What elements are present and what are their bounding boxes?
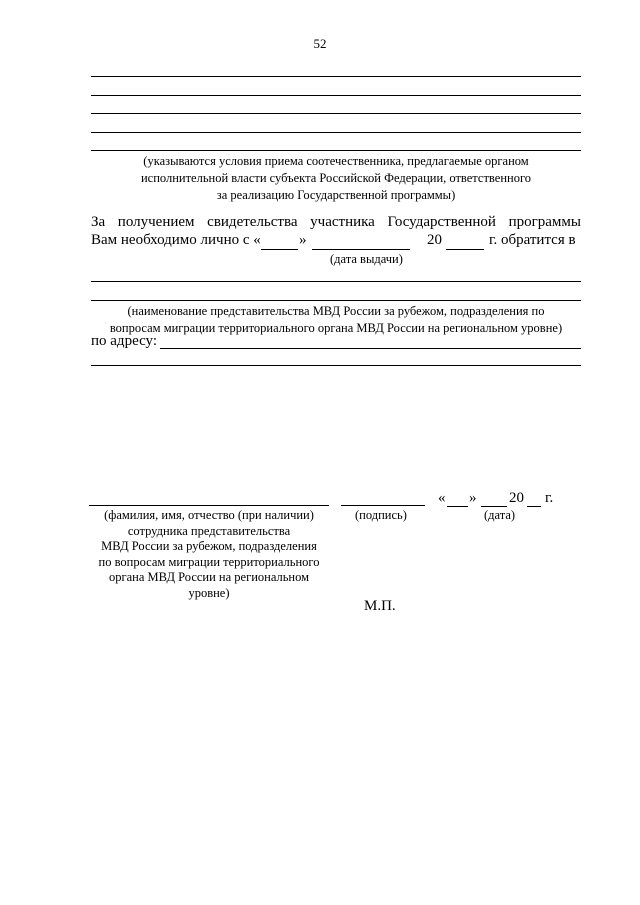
signature-date-open-quote: « [438,490,446,506]
office-blank-line-2 [91,300,581,301]
conditions-caption-line: за реализацию Государственной программы) [216,188,456,202]
paragraph-line-2-quote-close: » [299,232,307,248]
conditions-caption-line: исполнительной власти субъекта Российской Федерации, ответственного [140,171,532,185]
paragraph-line-2-start: Вам необходимо лично с « [91,232,261,248]
conditions-blank-line-3 [91,113,581,114]
office-blank-line-1 [91,281,581,282]
conditions-blank-line-2 [91,95,581,96]
address-label: по адресу: [91,333,158,349]
office-caption-line: вопросам миграции территориального органа МВД России на региональном уровне) [109,321,563,335]
employee-name-caption-line: органа МВД России на региональном [108,570,310,585]
conditions-blank-line-1 [91,76,581,77]
signature-caption: (подпись) [355,508,407,522]
office-caption-line: (наименование представительства МВД России за рубежом, подразделения по [127,304,545,318]
employee-name-caption-line: МВД России за рубежом, подразделения [101,539,317,554]
signature-year-blank [527,506,541,507]
conditions-blank-line-5 [91,150,581,151]
signature-year-prefix: 20 [509,490,524,506]
paragraph-line-2 [91,232,581,252]
name-blank [89,505,329,506]
conditions-caption [91,153,581,204]
address-blank-line-1 [160,348,581,349]
date-caption: (дата) [484,508,516,522]
paragraph-line-1: За получением свидетельства участника Государственной программы [91,214,581,230]
conditions-caption-line: (указываются условия приема соотечественника, предлагаемые органом [143,154,529,168]
employee-name-caption-line: по вопросам миграции территориального [98,554,320,569]
signature-year-suffix: г. [545,490,554,506]
signature-date-close-quote: » [469,490,477,506]
day-blank [261,249,298,250]
office-caption [91,303,581,337]
employee-name-caption-line: уровне) [188,585,230,600]
paragraph-year-prefix: 20 [427,232,442,248]
page-number: 52 [313,36,327,51]
stamp-label: М.П. [364,598,396,614]
paragraph-line-2-end: г. обратится в [489,232,576,248]
signature-blank [341,505,425,506]
employee-name-caption-line: сотрудника представительства [127,523,291,538]
conditions-blank-line-4 [91,132,581,133]
year-blank [446,249,484,250]
address-blank-line-2 [91,365,581,366]
signature-day-blank [447,506,468,507]
issue-date-blank [312,249,410,250]
employee-name-caption [89,508,329,602]
issue-date-caption: (дата выдачи) [330,252,403,266]
signature-month-blank [481,506,507,507]
employee-name-caption-line: (фамилия, имя, отчество (при наличии) [104,508,314,522]
